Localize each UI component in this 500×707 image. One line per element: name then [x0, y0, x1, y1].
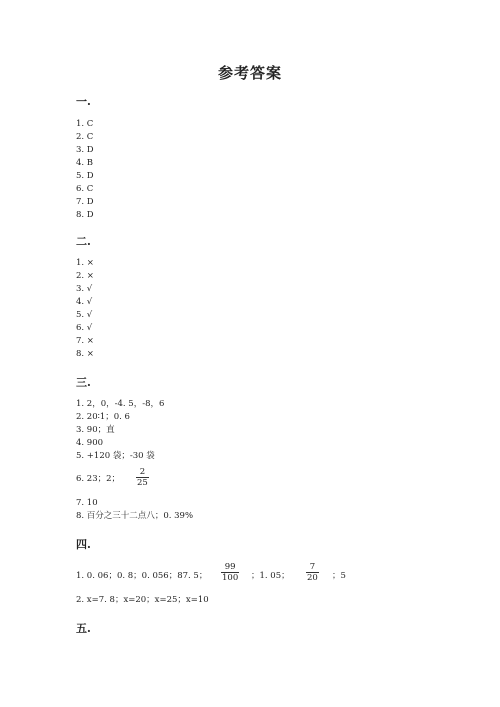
answer-line: 5. √	[76, 310, 93, 320]
answer-line: 8. D	[76, 210, 94, 220]
answer-line: 7. ×	[76, 336, 94, 346]
answer-line: 6. 23；2；	[76, 474, 121, 484]
fraction-denominator: 20	[307, 573, 318, 583]
fraction-denominator: 25	[137, 478, 148, 488]
fraction	[136, 467, 149, 488]
answer-line: 6. C	[76, 184, 94, 194]
answer-line: 2. 20∶1；0. 6	[76, 412, 130, 422]
fraction-numerator: 2	[139, 467, 146, 477]
answer-line: 7. 10	[76, 498, 98, 508]
answer-line: 5. +120 袋；-30 袋	[76, 451, 155, 461]
section-heading-5: 五.	[76, 622, 91, 635]
answer-line: 1. ×	[76, 258, 94, 268]
section-heading-2: 二.	[76, 235, 91, 248]
fraction	[306, 562, 319, 583]
answer-line: 1. 0. 06；0. 8；0. 056；87. 5；	[76, 571, 208, 581]
answer-line: 3. √	[76, 284, 93, 294]
answer-line: 4. B	[76, 158, 94, 168]
answer-line: 2. ×	[76, 271, 94, 281]
answer-line: 1. 2，0，-4. 5，-8，6	[76, 399, 165, 409]
answer-line: 3. 90；直	[76, 425, 115, 435]
section-heading-4: 四.	[76, 538, 91, 551]
answer-line: 6. √	[76, 323, 93, 333]
answer-line: 2. C	[76, 132, 94, 142]
page-title: 参考答案	[217, 64, 282, 82]
fraction-numerator: 7	[309, 562, 316, 572]
section-heading-1: 一.	[76, 95, 91, 108]
answer-line: 8. 百分之三十二点八；0. 39%	[76, 511, 194, 521]
answer-line: 4. 900	[76, 438, 104, 448]
answer-segment: ；5	[332, 571, 346, 581]
answer-line: 1. C	[76, 119, 94, 129]
fraction-denominator: 100	[222, 573, 239, 583]
section-heading-3: 三.	[76, 376, 91, 389]
fraction	[221, 562, 239, 583]
answer-line: 2. x=7. 8；x=20；x=25；x=10	[76, 595, 209, 605]
answer-line: 5. D	[76, 171, 94, 181]
answer-line: 3. D	[76, 145, 94, 155]
fraction-numerator: 99	[224, 562, 236, 572]
answer-line: 4. √	[76, 297, 93, 307]
answer-line: 7. D	[76, 197, 94, 207]
answer-line: 8. ×	[76, 349, 94, 359]
answer-segment: ；1. 05；	[251, 571, 290, 581]
